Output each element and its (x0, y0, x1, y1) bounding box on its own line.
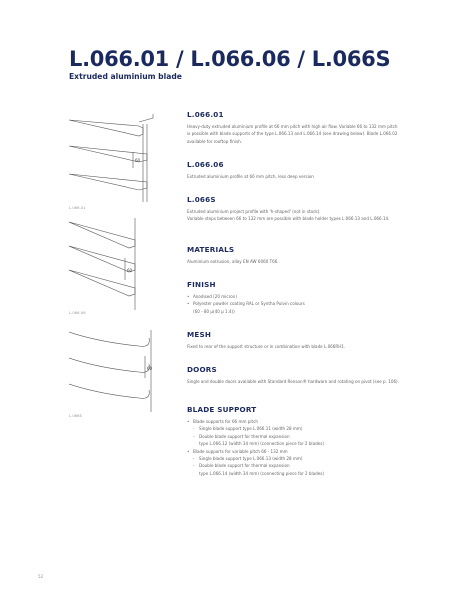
section-materials (187, 245, 399, 265)
blade-figure-l06601 (69, 110, 174, 202)
blade-figure-l06606 (69, 218, 174, 310)
section-l06606 (187, 160, 399, 180)
list-item: • Polyester powder coating RAL or Syntha Pulvin colours (187, 300, 399, 307)
section-l066s (187, 195, 399, 223)
section-heading: L.066.06 (187, 160, 224, 169)
section-heading: DOORS (187, 365, 217, 374)
section-text: Fixed to rear of the support structure or in combination with blade L.066RH1. (187, 344, 346, 349)
section-heading: BLADE SUPPORT (187, 405, 257, 414)
section-text: Variable steps between 66 to 132 mm are possible with blade holder types L.066.13 and L.066.14. (187, 216, 390, 222)
section-doors (187, 365, 399, 385)
section-heading: MESH (187, 330, 212, 339)
section-text: Single and double doors available with Standard Renson® hardware and rotating on pivot (see p. 106). (187, 379, 399, 384)
figure-caption: L.066S (69, 413, 82, 418)
dimension-label: 60 (127, 268, 133, 273)
dimension-label: 60 (147, 366, 153, 371)
list-item: type L.066.12 (width 34 mm) (connection piece for 2 blades) (199, 441, 324, 447)
section-text: Extruded aluminium profile at 66 mm pitch, less deep version (187, 174, 314, 179)
section-blade-support (187, 405, 399, 477)
list-item: • Blade supports for variable pitch 66 - 132 mm (187, 448, 399, 455)
page-subtitle: Extruded aluminium blade (69, 72, 182, 81)
list-item: - Double blade support for thermal expansion (187, 433, 399, 440)
list-item: (60 - 80 µ(40 µ 1.4)) (193, 308, 235, 314)
list-item: - Single blade support type L.066.11 (width 28 mm) (187, 425, 399, 432)
section-text: Heavy-duty extruded aluminium profile at 66 mm pitch with high air flow. Variable 66 to 132 mm pitch is possible with blade supports of the type L.066.13 and L.066.14 (see drawing below). Blade L.066.02 available for rooftop finish. (187, 124, 398, 144)
list-item: • Blade supports for 66 mm pitch (187, 418, 399, 425)
section-heading: MATERIALS (187, 245, 235, 254)
section-mesh (187, 330, 399, 350)
list-item: type L.066.14 (width 34 mm) (connecting piece for 2 blades) (199, 470, 325, 476)
section-l06601 (187, 110, 399, 145)
section-text: Extruded aluminium project profile with 'h-shaped' (not in stock). (187, 209, 321, 214)
blade-figure-l066s (69, 322, 174, 412)
list-item: - Double blade support for thermal expansion (187, 462, 399, 469)
dimension-label: 60 (135, 158, 141, 163)
figure-caption: L.066.01 (69, 205, 86, 210)
list-item: - Single blade support type L.066.13 (width 28 mm) (187, 455, 399, 462)
section-text: Aluminium extrusion, alloy EN AW 6060 T66. (187, 259, 279, 264)
figure-caption: L.066.06 (69, 310, 86, 315)
section-heading: L.066S (187, 195, 216, 204)
page-number: 52 (38, 574, 44, 579)
section-finish (187, 280, 399, 315)
section-heading: FINISH (187, 280, 216, 289)
list-item: • Anodised (20 micron) (187, 293, 399, 300)
page-title: L.066.01 / L.066.06 / L.066S (69, 47, 391, 71)
section-heading: L.066.01 (187, 110, 224, 119)
